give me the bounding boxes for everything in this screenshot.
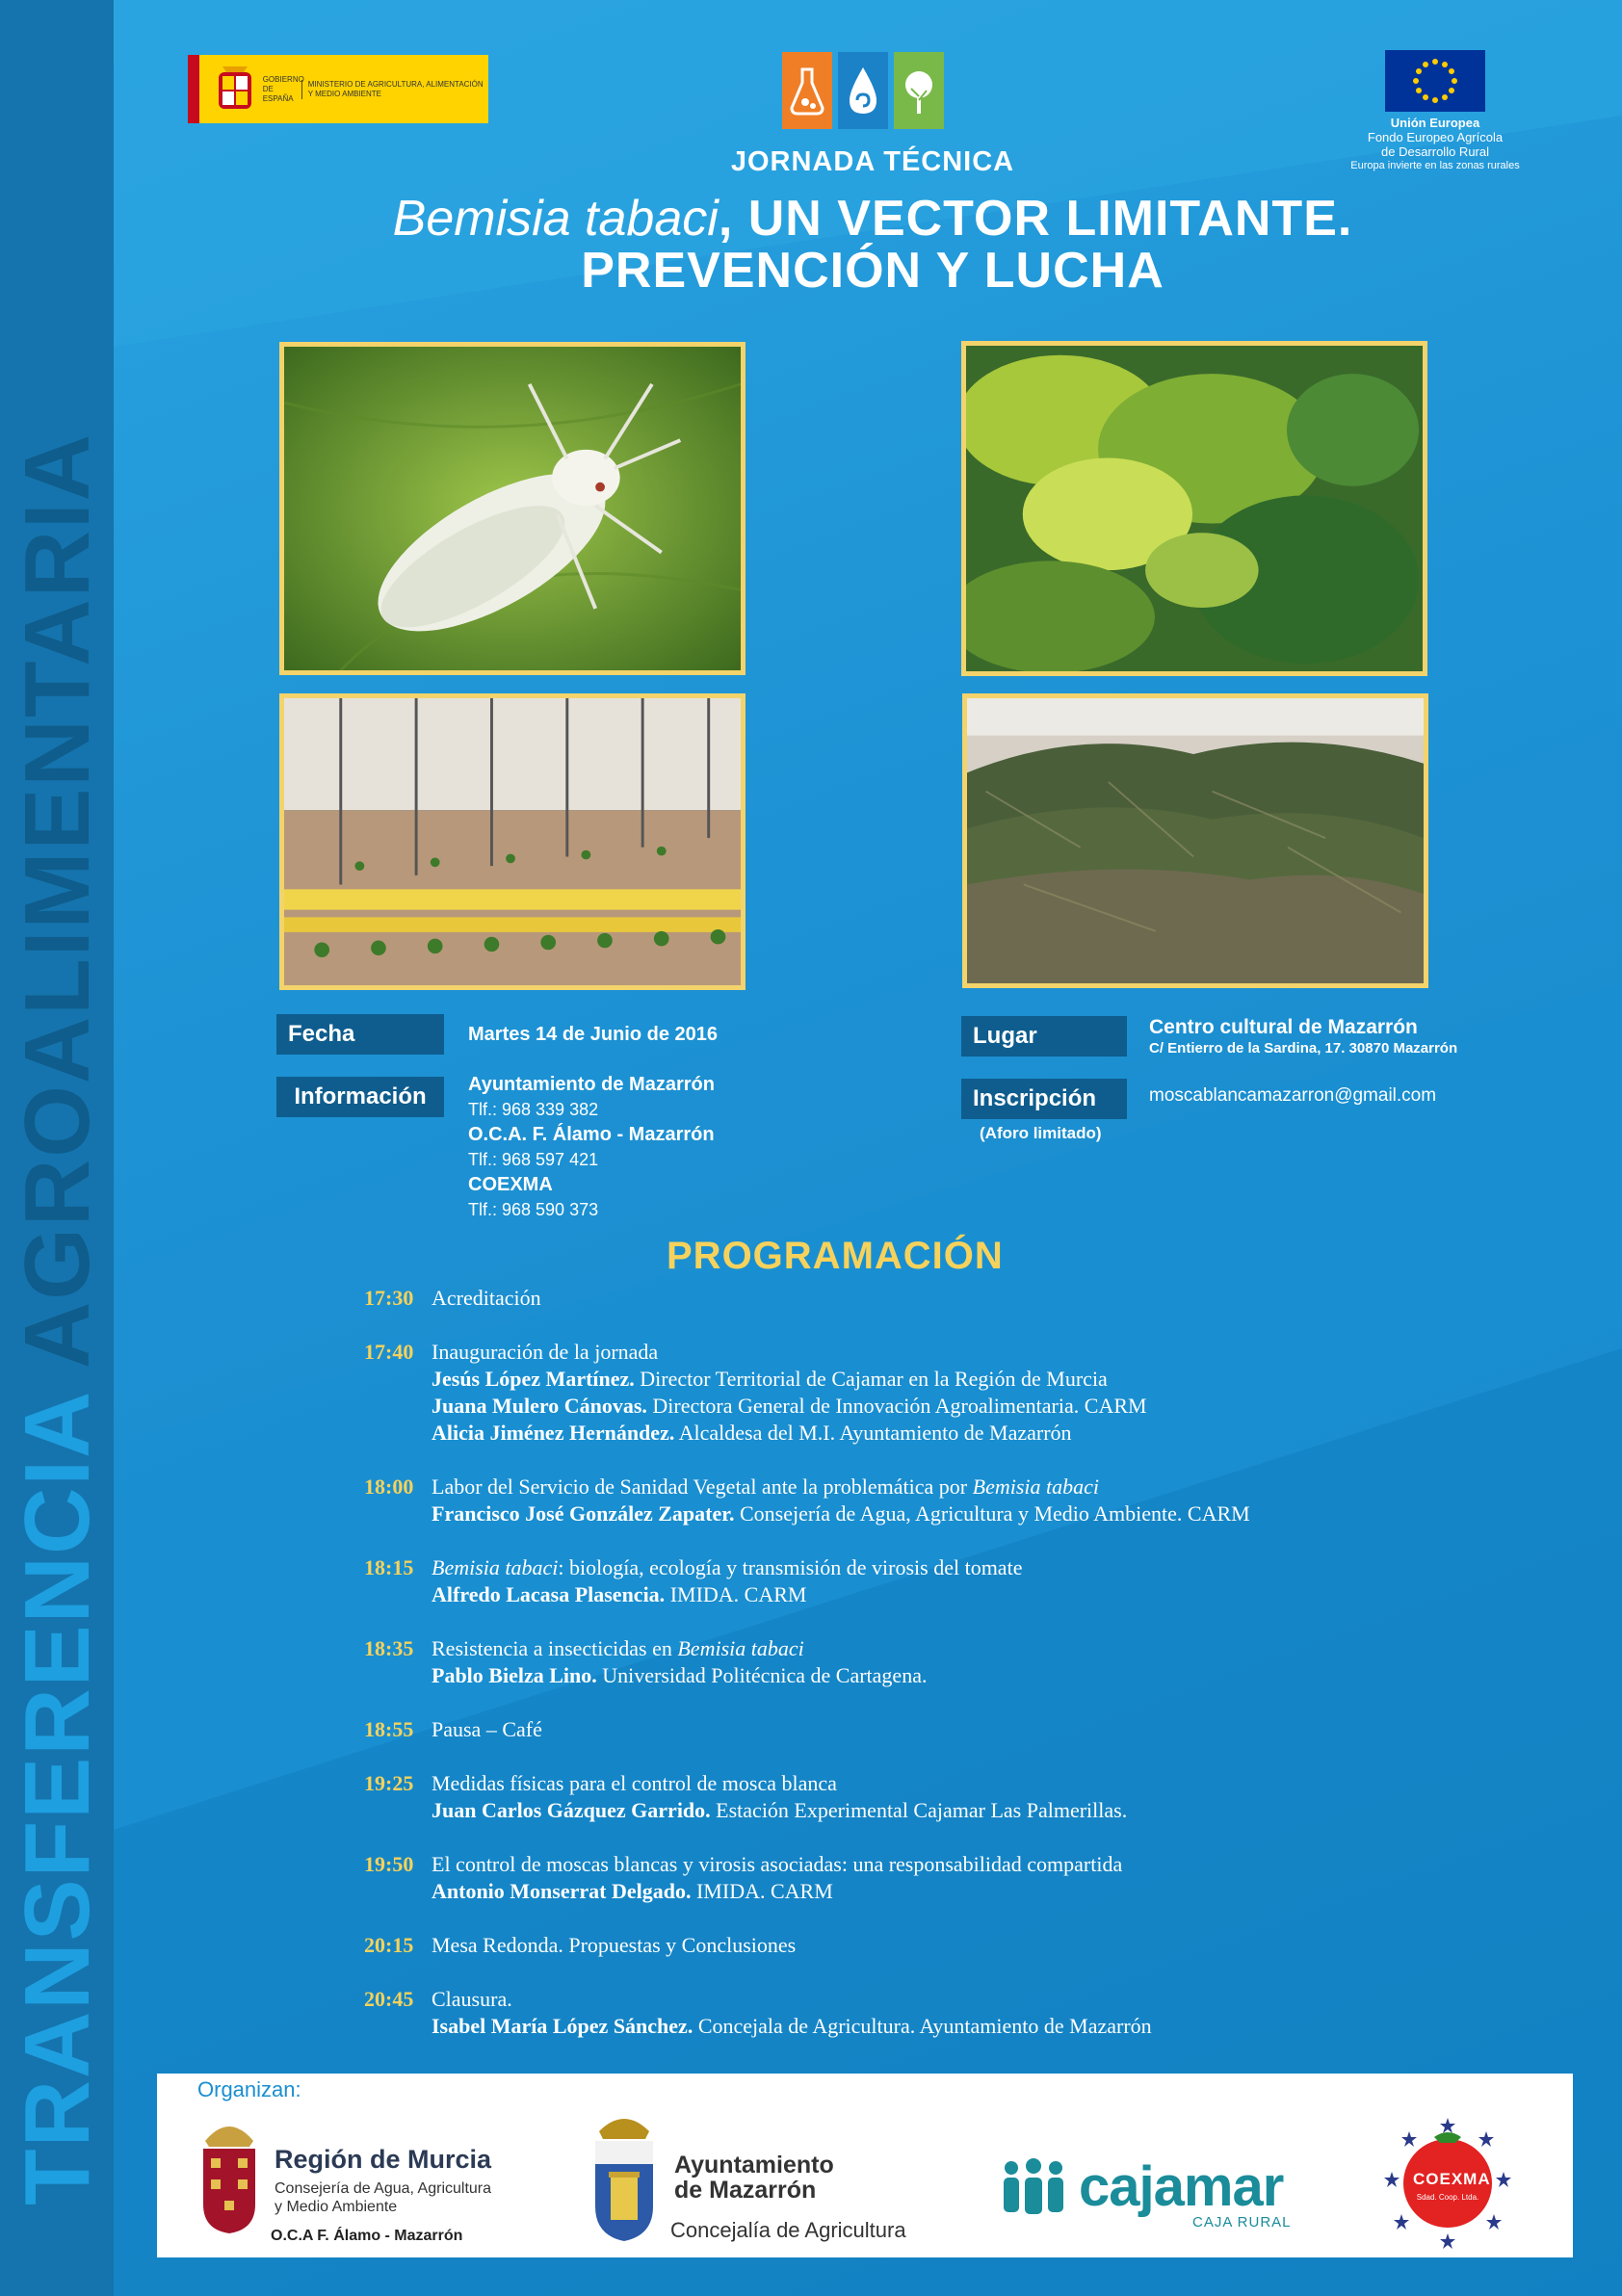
- program-title: El control de moscas blancas y virosis asociadas: una responsabilidad compartida: [432, 1852, 1123, 1876]
- side-banner-light: TRANSFERENCIA: [6, 1393, 109, 2205]
- contact-tel: Tlf.: 968 590 373: [468, 1200, 599, 1219]
- coexma-logo: [1380, 2114, 1515, 2249]
- aforo-note: (Aforo limitado): [980, 1124, 1102, 1142]
- program-title: Resistencia a insecticidas en Bemisia tabaci: [432, 1636, 804, 1660]
- title-italic: Bemisia tabaci: [392, 191, 719, 247]
- speaker-role: Directora General de Innovación Agroalimentaria. CARM: [646, 1394, 1147, 1418]
- contact-name: O.C.A. F. Álamo - Mazarrón: [468, 1124, 715, 1145]
- program-time: 18:35: [364, 1636, 414, 1660]
- contact-tel: Tlf.: 968 339 382: [468, 1100, 599, 1119]
- program-title: Clausura.: [432, 1987, 512, 2011]
- ayuntamiento-logo: [586, 2110, 942, 2250]
- side-banner-dark: AGROALIMENTARIA: [6, 431, 109, 1370]
- speaker-role: Estación Experimental Cajamar Las Palmerillas.: [710, 1798, 1128, 1822]
- photo-greenhouse: [279, 693, 746, 990]
- flask-icon: [782, 52, 832, 129]
- speaker-name: Alicia Jiménez Hernández.: [432, 1421, 675, 1445]
- lugar-name: Centro cultural de Mazarrón: [1149, 1016, 1418, 1038]
- speaker-name: Jesús López Martínez.: [432, 1367, 635, 1391]
- eu-fund-2: de Desarrollo Rural: [1381, 144, 1489, 159]
- title-line2: PREVENCIÓN Y LUCHA: [581, 243, 1164, 299]
- region-murcia-logo: [196, 2112, 533, 2247]
- speaker-name: Pablo Bielza Lino.: [432, 1663, 597, 1687]
- transferencia-logo: [782, 52, 944, 129]
- murcia-name: Región de Murcia: [275, 2145, 492, 2174]
- program-speaker: [432, 1662, 927, 1689]
- speaker-name: Juana Mulero Cánovas.: [432, 1394, 647, 1418]
- concejalia-text: Concejalía de Agricultura: [670, 2218, 906, 2242]
- contact-name: COEXMA: [468, 1174, 553, 1195]
- program-title: Acreditación: [432, 1286, 541, 1310]
- program-time: 20:15: [364, 1933, 414, 1957]
- program-item: [364, 1770, 1481, 1824]
- program-speaker: [432, 1500, 1250, 1527]
- tree-icon: [894, 52, 944, 129]
- gobierno-text: GOBIERNO DE ESPAÑA: [262, 74, 304, 103]
- program-item: [364, 1851, 1481, 1905]
- contact-name: Ayuntamiento de Mazarrón: [468, 1074, 715, 1095]
- program-title: Bemisia tabaci: biología, ecología y transmisión de virosis del tomate: [432, 1555, 1023, 1579]
- program-item: [364, 1716, 1481, 1743]
- program-time: 19:25: [364, 1771, 414, 1795]
- program-speaker: [432, 1878, 1122, 1905]
- program-item: [364, 1474, 1481, 1527]
- side-banner-text: [5, 48, 111, 2205]
- program-time: 18:00: [364, 1474, 414, 1499]
- coat-of-arms-icon: [211, 63, 259, 116]
- spain-flag-icon: [188, 55, 263, 123]
- program-time: 18:55: [364, 1717, 414, 1741]
- inscripcion-email[interactable]: moscablancamazarron@gmail.com: [1149, 1085, 1437, 1106]
- program-item: [364, 1285, 1481, 1312]
- speaker-role: Consejería de Agua, Agricultura y Medio Ambiente. CARM: [734, 1501, 1250, 1526]
- cajamar-people-icon: [1000, 2158, 1067, 2216]
- photo-tomato-leaves: [961, 341, 1427, 676]
- contacts-list: [468, 1073, 715, 1223]
- eu-flag-icon: [1385, 50, 1485, 112]
- speaker-name: Antonio Monserrat Delgado.: [432, 1879, 692, 1903]
- program-time: 17:40: [364, 1340, 414, 1364]
- cajamar-logo: [1000, 2155, 1298, 2235]
- lugar-label: Lugar: [961, 1016, 1127, 1057]
- page-title: [0, 193, 1622, 297]
- program-time: 19:50: [364, 1852, 414, 1876]
- coexma-name: COEXMA: [1413, 2170, 1491, 2188]
- program-title: Labor del Servicio de Sanidad Vegetal ante la problemática por Bemisia tabaci: [432, 1474, 1099, 1499]
- title-rest: , UN VECTOR LIMITANTE.: [718, 191, 1353, 247]
- cajamar-sub: CAJA RURAL: [1192, 2214, 1292, 2231]
- lugar-address: C/ Entierro de la Sardina, 17. 30870 Mazarrón: [1149, 1040, 1458, 1057]
- water-drop-icon: [838, 52, 888, 129]
- gobierno-logo: [188, 55, 488, 123]
- program-title: Inauguración de la jornada: [432, 1340, 659, 1364]
- eu-motto: Europa invierte en las zonas rurales: [1350, 160, 1520, 171]
- speaker-role: Director Territorial de Cajamar en la Región de Murcia: [634, 1367, 1108, 1391]
- speaker-name: Juan Carlos Gázquez Garrido.: [432, 1798, 711, 1822]
- organizers-footer: [157, 2074, 1573, 2257]
- eu-name: Unión Europea: [1390, 116, 1480, 130]
- program-speaker: [432, 1581, 1022, 1608]
- program-item: [364, 1986, 1481, 2040]
- murcia-consejeria: Consejería de Agua, Agricultura y Medio Ambiente: [275, 2180, 492, 2215]
- speaker-role: Concejala de Agricultura. Ayuntamiento de Mazarrón: [693, 2014, 1152, 2038]
- program-list: [364, 1285, 1481, 2067]
- program-speaker: [432, 1420, 1147, 1447]
- photo-whitefly: [279, 342, 746, 675]
- program-item: [364, 1339, 1481, 1447]
- speaker-name: Alfredo Lacasa Plasencia.: [432, 1582, 666, 1606]
- speaker-name: Isabel María López Sánchez.: [432, 2014, 693, 2038]
- murcia-oca: O.C.A F. Álamo - Mazarrón: [271, 2228, 463, 2244]
- eu-fund-1: Fondo Europeo Agrícola: [1367, 130, 1504, 144]
- programacion-title: PROGRAMACIÓN: [667, 1235, 1004, 1277]
- program-speaker: [432, 1797, 1127, 1824]
- mazarron-crest-icon: [586, 2110, 663, 2245]
- program-speaker: [432, 1366, 1147, 1393]
- cajamar-name: cajamar: [1079, 2155, 1284, 2218]
- speaker-role: Alcaldesa del M.I. Ayuntamiento de Mazarrón: [674, 1421, 1072, 1445]
- photo-crop-debris: [962, 693, 1428, 988]
- ayuntamiento-name: Ayuntamiento de Mazarrón: [674, 2152, 834, 2204]
- speaker-role: IMIDA. CARM: [691, 1879, 833, 1903]
- speaker-role: IMIDA. CARM: [665, 1582, 807, 1606]
- speaker-role: Universidad Politécnica de Cartagena.: [596, 1663, 928, 1687]
- coexma-sub: Sdad. Coop. Ltda.: [1416, 2193, 1479, 2202]
- program-time: 17:30: [364, 1286, 414, 1310]
- program-time: 20:45: [364, 1987, 414, 2011]
- program-title: Medidas físicas para el control de mosca blanca: [432, 1771, 837, 1795]
- contact-tel: Tlf.: 968 597 421: [468, 1150, 599, 1169]
- program-item: [364, 1554, 1481, 1608]
- program-title: Mesa Redonda. Propuestas y Conclusiones: [432, 1933, 797, 1957]
- program-speaker: [432, 2013, 1152, 2040]
- program-speaker: [432, 1393, 1147, 1420]
- jornada-kicker: JORNADA TÉCNICA: [730, 146, 1015, 177]
- fecha-label: Fecha: [276, 1014, 444, 1055]
- ministerio-text: MINISTERIO DE AGRICULTURA, ALIMENTACIÓN Y MEDIO AMBIENTE: [301, 80, 488, 99]
- organizan-label: Organizan:: [197, 2077, 301, 2101]
- program-item: [364, 1635, 1481, 1689]
- program-item: [364, 1932, 1481, 1959]
- program-title: Pausa – Café: [432, 1717, 542, 1741]
- speaker-name: Francisco José González Zapater.: [432, 1501, 735, 1526]
- program-time: 18:15: [364, 1555, 414, 1579]
- fecha-value: Martes 14 de Junio de 2016: [468, 1024, 719, 1045]
- inscripcion-label: Inscripción: [961, 1079, 1127, 1119]
- murcia-crest-icon: [196, 2112, 263, 2237]
- informacion-label: Información: [276, 1077, 444, 1117]
